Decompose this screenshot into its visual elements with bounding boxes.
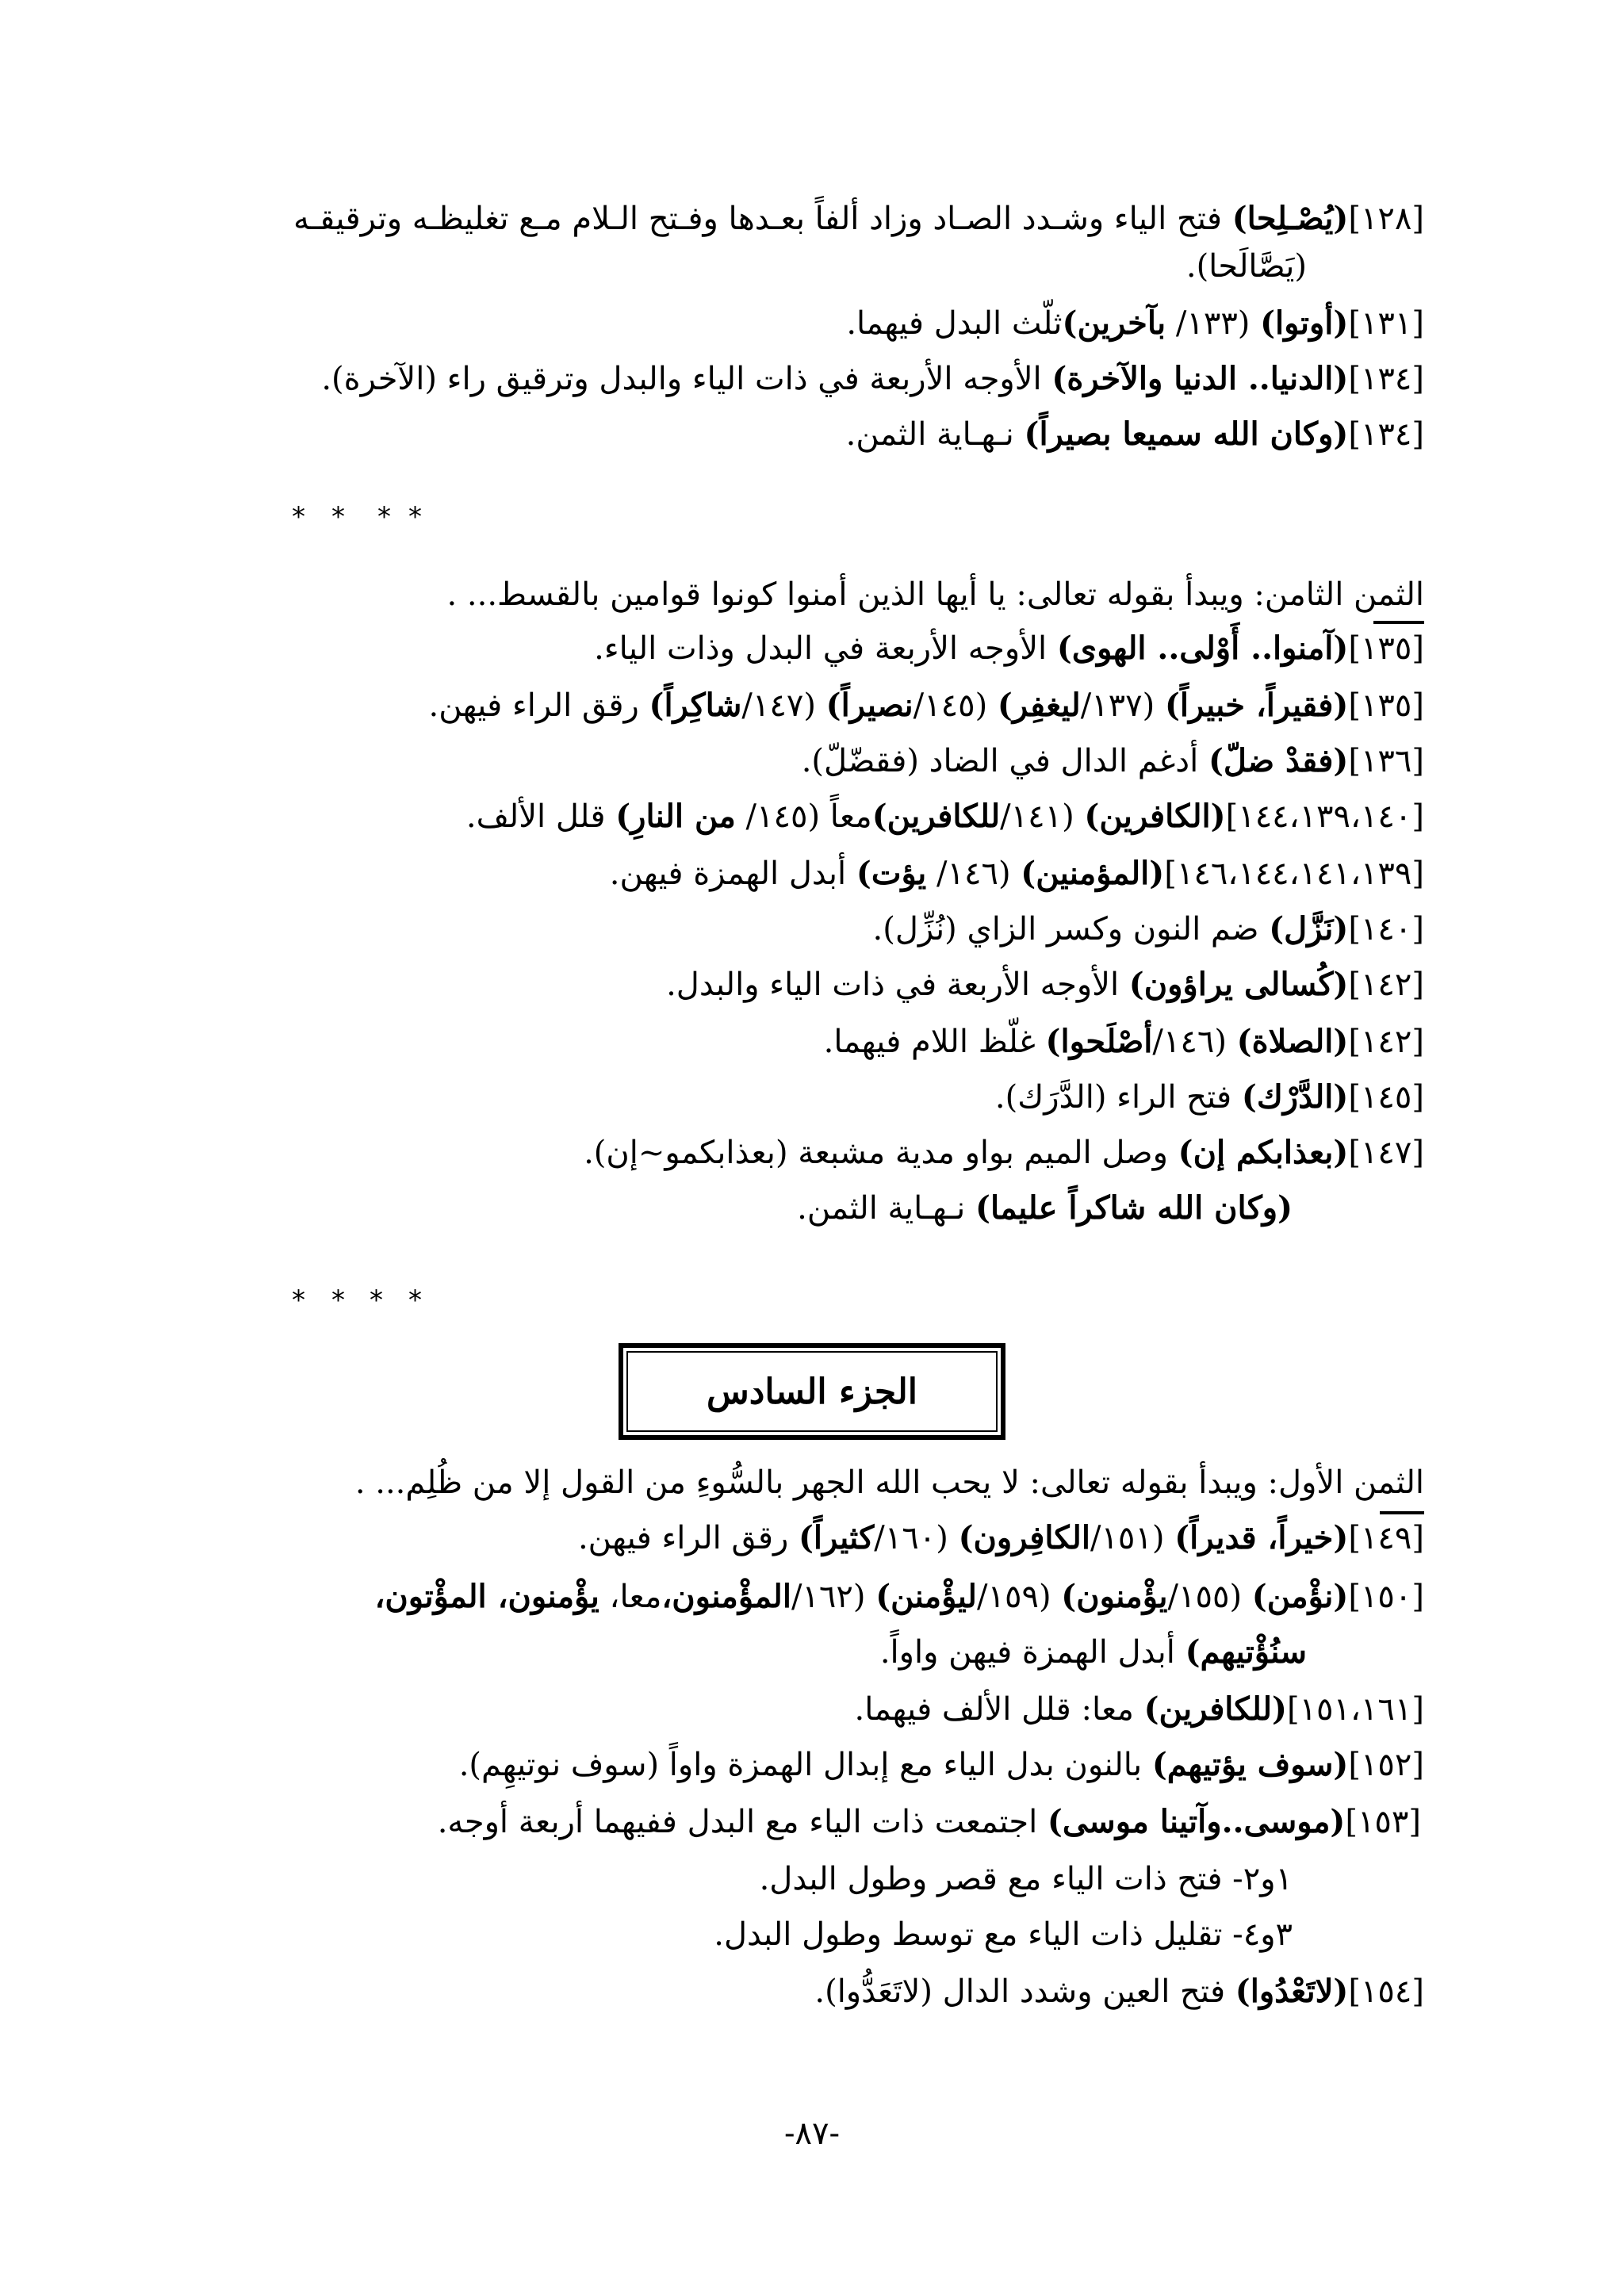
verse-ref: [١٤٠] (1348, 911, 1424, 947)
entry-text: (١٥٩/ (977, 1579, 1062, 1615)
entry-153-option-3-4 (198, 1911, 1293, 1958)
quran-word: (كُسالى يراؤون) (1128, 966, 1349, 1003)
quran-word: (الصلاة) (1236, 1023, 1349, 1060)
verse-ref: [١٤٢] (1348, 1024, 1424, 1060)
star-separator: * (292, 1284, 305, 1316)
entry-text: فتح الياء وشـدد الصـاد وزاد ألفاً بعـدها وفـتح الـلام مـع تغليظـه وترقيقـه (293, 201, 1232, 237)
quran-word: (خيراً، قديراً) (1174, 1519, 1349, 1556)
verse-ref: [١٢٨] (1348, 201, 1424, 237)
verse-ref: [١٥٠] (1348, 1579, 1424, 1615)
verse-ref: [١٥٤] (1348, 1973, 1424, 2010)
entry-text: (١٥١/ (1090, 1520, 1175, 1556)
entry-text: (١٤٧/ (741, 687, 826, 724)
verse-ref: [١٤٦،١٤٤،١٤١،١٣٩] (1164, 856, 1424, 892)
entry-text: معا: قلل الألف فيهما. (854, 1691, 1144, 1728)
quran-word: سنُؤْتيهم) (1185, 1633, 1307, 1671)
quran-word: (لاتَعْدُوا) (1235, 1973, 1349, 2010)
entry-142a (203, 961, 1424, 1009)
entry-140 (203, 905, 1424, 953)
star-separator: * (408, 1284, 422, 1316)
entry-text: ضم النون وكسر الزاي (نُزِّل). (872, 911, 1270, 947)
section-heading: الجزء السادس (626, 1351, 998, 1432)
quran-word: ليؤْمنن) (875, 1578, 977, 1615)
entry-149 (203, 1514, 1424, 1562)
star-separator: * (331, 501, 345, 533)
quran-word: ليغفِر) (997, 687, 1081, 724)
entry-147 (203, 1129, 1424, 1177)
entry-145 (203, 1074, 1424, 1121)
entry-text: الأوجه الأربعة في ذات الياء والبدل وترقيق راء (الآخرة). (321, 361, 1052, 397)
entry-text: وصل الميم بواو مدية مشبعة (بعذابكمو~إن). (584, 1135, 1178, 1171)
verse-ref: [١٤٧] (1348, 1135, 1424, 1171)
quran-word: (للكافرين) (1143, 1690, 1287, 1728)
star-separator: * (292, 501, 305, 533)
entry-text: أبدل الهمزة فيهن. (609, 856, 856, 892)
quran-word: (الدَّرْك) (1241, 1078, 1349, 1116)
entry-142b (203, 1018, 1424, 1066)
entry-135b (203, 682, 1424, 729)
verse-ref: [١٥٣] (1345, 1804, 1421, 1840)
quran-word: (وكان الله سميعا بصيراً) (1024, 415, 1349, 453)
verse-ref: [١٣٥] (1348, 630, 1424, 667)
verse-ref: [١٤٩] (1348, 1520, 1424, 1556)
star-separator: * (331, 1284, 345, 1316)
entry-text: (١٤٦/ (926, 856, 1021, 892)
verse-ref: [١٥٢] (1348, 1747, 1424, 1783)
verse-ref: [١٥١،١٦١] (1286, 1691, 1424, 1728)
verse-ref: [١٤٥] (1348, 1079, 1424, 1116)
quran-word: شاكِراً) (649, 687, 742, 724)
quran-word: (فقيراً، خبيراً) (1164, 687, 1349, 724)
entry-136 (203, 737, 1424, 785)
entry-134a (203, 355, 1424, 403)
entry-text: معا، (599, 1579, 662, 1615)
entry-131 (203, 300, 1424, 347)
entry-text: الأوجه الأربعة في ذات الياء والبدل. (666, 967, 1129, 1003)
entry-151-161 (203, 1686, 1424, 1733)
quran-word: الكافِرون) (958, 1519, 1090, 1556)
quran-word: (أوتوا) (1260, 304, 1349, 342)
section-intro-thumn-1 (171, 1459, 1424, 1506)
entry-text: (١٥٥/ (1167, 1579, 1252, 1615)
entry-text: الأوجه الأربعة في البدل وذات الياء. (594, 630, 1057, 667)
verse-ref: [١٣١] (1348, 305, 1424, 342)
verse-ref: [١٣٤] (1348, 416, 1424, 453)
quran-word: (موسى..وآتينا موسى) (1047, 1803, 1346, 1840)
entry-text: (١٦٠/ (874, 1520, 959, 1556)
entry-text: معاً (١٤٥/ (735, 798, 872, 835)
entry-text: ٣و٤- تقليل ذات الياء مع توسط وطول البدل. (714, 1916, 1293, 1953)
star-separator: * (377, 501, 391, 533)
quran-word: (نَزَّل) (1269, 910, 1349, 947)
entry-text: (١٤٥/ (913, 687, 998, 724)
quran-word: كثيراً) (799, 1519, 875, 1556)
section-intro-thumn-8 (171, 571, 1424, 618)
entry-140-139-144 (203, 793, 1424, 840)
quran-word: نصيراً) (825, 687, 914, 724)
verse-ref: [١٣٦] (1348, 743, 1424, 779)
quran-word: (المؤمنين) (1021, 855, 1165, 892)
entry-text: بالنون بدل الياء مع إبدال الهمزة واواً (سوف نوتيهِم). (458, 1747, 1152, 1783)
entry-text: (١٦٢/ (791, 1579, 876, 1615)
entry-text: فتح العين وشدد الدال (لاتَعَدُّوا). (814, 1973, 1235, 2010)
entry-135a (203, 625, 1424, 672)
entry-text: رقق الراء فيهن. (428, 687, 649, 724)
entry-text: قلل الألف. (465, 798, 616, 835)
entry-text: غلّظ اللام فيهما. (823, 1024, 1046, 1060)
quran-word: المؤْمنون، (661, 1578, 791, 1615)
quran-word: (الدنيا.. الدنيا والآخرة) (1051, 360, 1349, 397)
entry-152 (203, 1741, 1424, 1789)
quran-word: (وكان الله شاكراً عليما) (975, 1189, 1293, 1227)
quran-word: بآخرين) (1062, 304, 1166, 342)
entry-153 (200, 1798, 1421, 1846)
verse-ref: [١٤٢] (1348, 967, 1424, 1003)
quran-word: يؤت) (856, 855, 927, 892)
page-number: -٨٧- (784, 2115, 840, 2152)
entry-153-option-1-2 (198, 1855, 1293, 1903)
entry-text: ١و٢- فتح ذات الياء مع قصر وطول البدل. (759, 1861, 1293, 1897)
verse-ref: [١٣٤] (1348, 361, 1424, 397)
entry-128 (203, 195, 1424, 243)
entry-150-cont (205, 1629, 1307, 1676)
entry-text: نـهـاية الثمن. (845, 416, 1025, 453)
entry-text: أبدل الهمزة فيهن واواً. (879, 1634, 1185, 1671)
section-intro-text: الثمن الأول: ويبدأ بقوله تعالى: لا يحب الله الجهر بالسُّوءِ من القول إلا من ظُلِم... . (354, 1464, 1424, 1501)
quran-word: (بعذابكم إن) (1178, 1134, 1349, 1171)
quran-word: (نؤْمن) (1251, 1578, 1349, 1615)
entry-thumn-end (198, 1185, 1293, 1232)
quran-word: (فقدْ ضلّ) (1208, 742, 1349, 779)
quran-word: (آمنوا.. أَوْلى.. الهوى) (1056, 630, 1349, 667)
entry-text: (١٣٣/ (1166, 305, 1261, 342)
entry-128-cont (205, 243, 1307, 290)
entry-text: أدغم الدال في الضاد (فقضّلّ). (801, 743, 1208, 779)
quran-word: يؤْمنون، المؤْتون، (374, 1578, 599, 1615)
quran-word: يؤْمنون) (1061, 1578, 1168, 1615)
quran-word: أصْلَحوا) (1045, 1023, 1153, 1060)
quran-word: من النارِ) (615, 798, 736, 835)
entry-139-141-144-146 (203, 850, 1424, 898)
entry-154 (203, 1968, 1424, 2015)
star-separator: * (370, 1284, 383, 1316)
entry-150 (187, 1573, 1424, 1621)
verse-ref: [١٣٥] (1348, 687, 1424, 724)
quran-word: (الكافرين) (1084, 798, 1226, 835)
entry-text: نـهـاية الثمن. (797, 1190, 976, 1227)
entry-134b (203, 411, 1424, 458)
entry-text: ثلّث البدل فيهما. (846, 305, 1063, 342)
section-intro-text: الثمن الثامن: ويبدأ بقوله تعالى: يا أيها الذين أمنوا كونوا قوامين بالقسط... . (446, 576, 1424, 613)
verse-ref: [١٤٤،١٣٩،١٤٠] (1225, 798, 1424, 835)
section-heading-box (619, 1343, 1005, 1440)
entry-text: رقق الراء فيهن. (577, 1520, 799, 1556)
quran-word: (سوف يؤتيهم) (1151, 1746, 1349, 1783)
entry-text: (يَصَّالَحا). (1185, 248, 1307, 285)
overline-mark (1373, 621, 1424, 624)
entry-text: (١٤٦/ (1152, 1024, 1237, 1060)
entry-text: (١٤١/ (1000, 798, 1085, 835)
star-separator: * (408, 501, 422, 533)
entry-text: اجتمعت ذات الياء مع البدل ففيهما أربعة أوجه. (437, 1804, 1048, 1840)
entry-text: فتح الراء (الدَّرَك). (994, 1079, 1242, 1116)
quran-word: (يُصْـلِحا) (1231, 200, 1349, 237)
quran-word: للكافرين) (871, 798, 1001, 835)
entry-text: (١٣٧/ (1080, 687, 1165, 724)
